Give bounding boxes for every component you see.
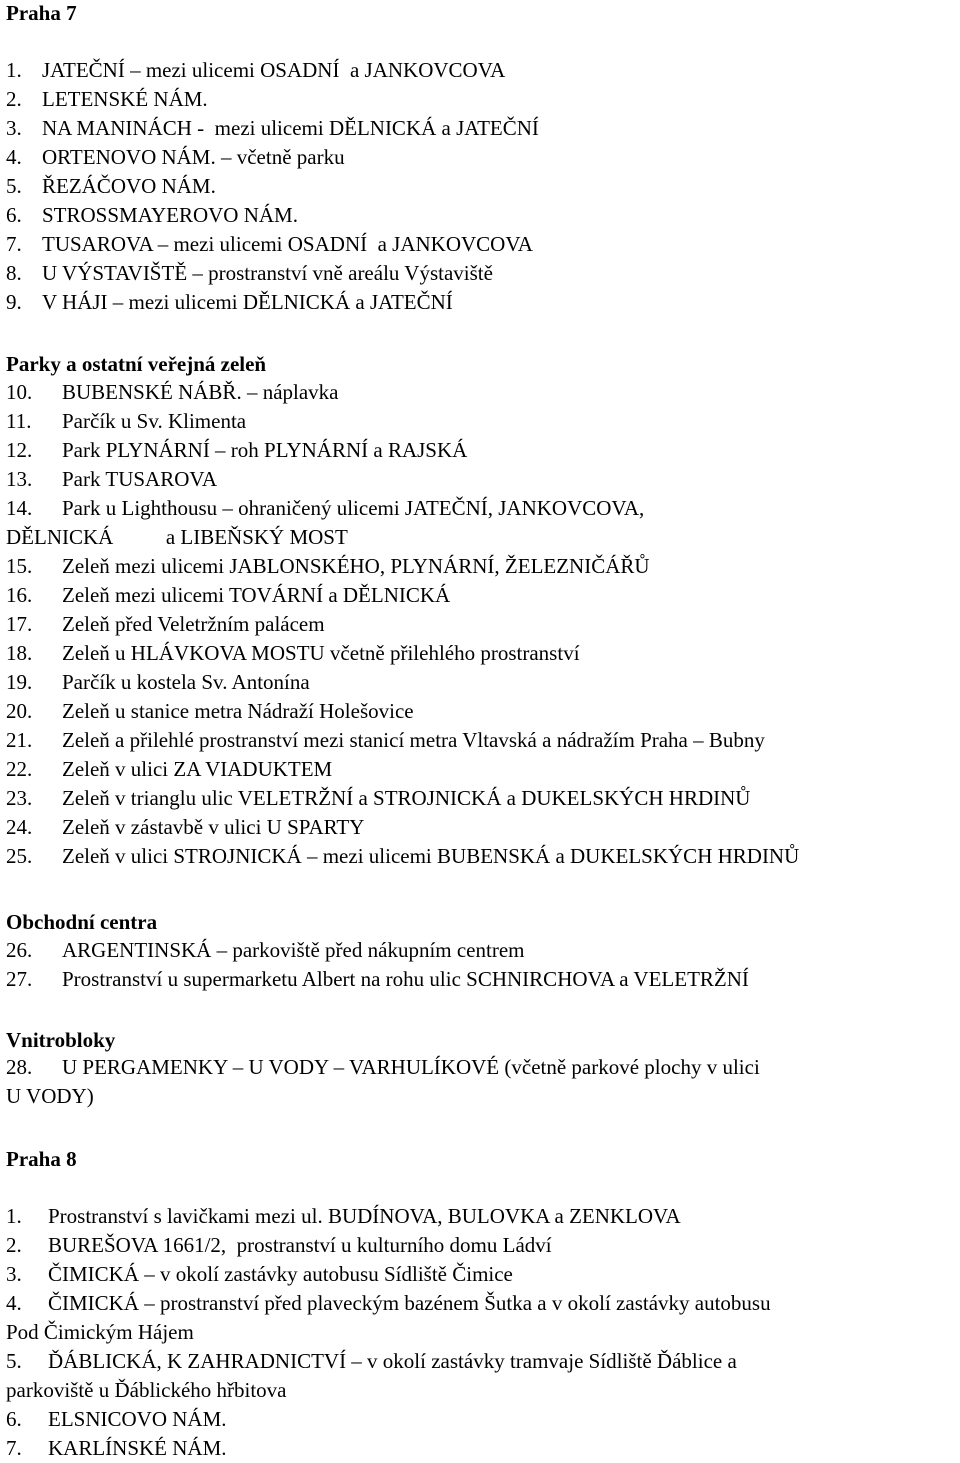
list-item-text-continued: DĚLNICKÁ a LIBEŇSKÝ MOST	[6, 525, 348, 549]
list-item-number: 15.	[6, 554, 33, 578]
list-item-text: U VÝSTAVIŠTĚ – prostranství vně areálu Výstaviště	[42, 261, 493, 285]
section-heading: Parky a ostatní veřejná zeleň	[6, 352, 267, 376]
list-item-text: ARGENTINSKÁ – parkoviště před nákupním centrem	[62, 938, 525, 962]
list-item-number: 26.	[6, 938, 33, 962]
list-item-text: Zeleň u HLÁVKOVA MOSTU včetně přilehlého prostranství	[62, 641, 580, 665]
list-item-continuation	[6, 1082, 954, 1111]
list-item-number: 22.	[6, 757, 33, 781]
list-item-number: 25.	[6, 844, 33, 868]
list-item-text: Park PLYNÁRNÍ – roh PLYNÁRNÍ a RAJSKÁ	[62, 438, 468, 462]
list-item-number: 27.	[6, 967, 33, 991]
list-item	[6, 755, 954, 784]
list-item-number: 2.	[6, 87, 22, 111]
list-item-text: Park TUSAROVA	[62, 467, 217, 491]
list-item	[6, 85, 954, 114]
list-item-text-continued: Pod Čimickým Hájem	[6, 1320, 194, 1344]
list-item	[6, 726, 954, 755]
list-item-number: 13.	[6, 467, 33, 491]
list-item-number: 21.	[6, 728, 33, 752]
list-item-number: 1.	[6, 1204, 22, 1228]
list-item	[6, 1289, 954, 1318]
list-item-number: 7.	[6, 1436, 22, 1460]
list-item	[6, 172, 954, 201]
list-item	[6, 1260, 954, 1289]
section-heading: Praha 8	[6, 1147, 77, 1171]
list-item	[6, 610, 954, 639]
list-item-number: 5.	[6, 1349, 22, 1373]
list-item-number: 3.	[6, 1262, 22, 1286]
list-item	[6, 436, 954, 465]
list-item-number: 28.	[6, 1055, 33, 1079]
list-item	[6, 201, 954, 230]
list-item-text: BUBENSKÉ NÁBŘ. – náplavka	[62, 380, 339, 404]
list-item-text: V HÁJI – mezi ulicemi DĚLNICKÁ a JATEČNÍ	[42, 290, 453, 314]
list-item	[6, 1434, 954, 1463]
list-item-text: LETENSKÉ NÁM.	[42, 87, 208, 111]
list-item-text: Park u Lighthousu – ohraničený ulicemi JATEČNÍ, JANKOVCOVA,	[62, 496, 645, 520]
list-item	[6, 552, 954, 581]
list-item-number: 23.	[6, 786, 33, 810]
list-item-text: Zeleň v trianglu ulic VELETRŽNÍ a STROJNICKÁ a DUKELSKÝCH HRDINŮ	[62, 786, 751, 810]
list-item-number: 3.	[6, 116, 22, 140]
list-item	[6, 230, 954, 259]
list-item-continuation	[6, 523, 954, 552]
list-item	[6, 697, 954, 726]
list-item-number: 1.	[6, 58, 22, 82]
list-item-number: 4.	[6, 1291, 22, 1315]
list-item	[6, 639, 954, 668]
list-item-text: STROSSMAYEROVO NÁM.	[42, 203, 298, 227]
list-item-number: 12.	[6, 438, 33, 462]
list-item-text: U PERGAMENKY – U VODY – VARHULÍKOVÉ (včetně parkové plochy v ulici	[62, 1055, 760, 1079]
list-item	[6, 668, 954, 697]
list-item	[6, 581, 954, 610]
list-item-number: 11.	[6, 409, 32, 433]
list-item-number: 6.	[6, 203, 22, 227]
list-item-text: BUREŠOVA 1661/2, prostranství u kulturního domu Ládví	[48, 1233, 552, 1257]
list-item-text: NA MANINÁCH - mezi ulicemi DĚLNICKÁ a JATEČNÍ	[42, 116, 539, 140]
list-item-text: JATEČNÍ – mezi ulicemi OSADNÍ a JANKOVCOVA	[42, 58, 506, 82]
list-item-number: 24.	[6, 815, 33, 839]
list-item-text: Zeleň u stanice metra Nádraží Holešovice	[62, 699, 414, 723]
list-item-text-continued: parkoviště u Ďáblického hřbitova	[6, 1378, 287, 1402]
list-item-continuation	[6, 1318, 954, 1347]
list-item	[6, 407, 954, 436]
list-item	[6, 494, 954, 523]
list-item-number: 6.	[6, 1407, 22, 1431]
list-item-text: Parčík u Sv. Klimenta	[62, 409, 247, 433]
list-item-number: 9.	[6, 290, 22, 314]
list-item-number: 4.	[6, 145, 22, 169]
list-item-text: ČIMICKÁ – v okolí zastávky autobusu Sídliště Čimice	[48, 1262, 513, 1286]
list-item	[6, 56, 954, 85]
list-item-continuation	[6, 1376, 954, 1405]
list-item	[6, 813, 954, 842]
list-item-text: Zeleň před Veletržním palácem	[62, 612, 325, 636]
list-item-text: Zeleň a přilehlé prostranství mezi stanicí metra Vltavská a nádražím Praha – Bubny	[62, 728, 765, 752]
list-item	[6, 965, 954, 994]
list-item	[6, 114, 954, 143]
list-item	[6, 1405, 954, 1434]
list-item-number: 20.	[6, 699, 33, 723]
list-item-text: Zeleň v ulici ZA VIADUKTEM	[62, 757, 333, 781]
list-item-text: ČIMICKÁ – prostranství před plaveckým bazénem Šutka a v okolí zastávky autobusu	[48, 1291, 771, 1315]
list-item-text: ORTENOVO NÁM. – včetně parku	[42, 145, 345, 169]
list-item-text: TUSAROVA – mezi ulicemi OSADNÍ a JANKOVCOVA	[42, 232, 533, 256]
list-item-text: ĎÁBLICKÁ, K ZAHRADNICTVÍ – v okolí zastávky tramvaje Sídliště Ďáblice a	[48, 1349, 737, 1373]
list-item-text: Zeleň v ulici STROJNICKÁ – mezi ulicemi BUBENSKÁ a DUKELSKÝCH HRDINŮ	[62, 844, 800, 868]
list-item	[6, 1202, 954, 1231]
list-item-number: 14.	[6, 496, 33, 520]
list-item-number: 16.	[6, 583, 33, 607]
list-item	[6, 784, 954, 813]
list-item	[6, 378, 954, 407]
section-heading: Obchodní centra	[6, 910, 158, 934]
list-item	[6, 465, 954, 494]
list-item-number: 5.	[6, 174, 22, 198]
list-item-text: Parčík u kostela Sv. Antonína	[62, 670, 310, 694]
list-item	[6, 842, 954, 871]
list-item	[6, 1231, 954, 1260]
list-item-number: 8.	[6, 261, 22, 285]
list-item	[6, 936, 954, 965]
list-item-text: KARLÍNSKÉ NÁM.	[48, 1436, 227, 1460]
list-item	[6, 259, 954, 288]
list-item-text: Zeleň v zástavbě v ulici U SPARTY	[62, 815, 365, 839]
list-item-text: Zeleň mezi ulicemi JABLONSKÉHO, PLYNÁRNÍ, ŽELEZNIČÁŘŮ	[62, 554, 650, 578]
list-item-number: 18.	[6, 641, 33, 665]
list-item-number: 10.	[6, 380, 33, 404]
section-heading: Vnitrobloky	[6, 1028, 116, 1052]
list-item-number: 17.	[6, 612, 33, 636]
list-item-number: 2.	[6, 1233, 22, 1257]
list-item	[6, 1347, 954, 1376]
list-item-text: Prostranství s lavičkami mezi ul. BUDÍNOVA, BULOVKA a ZENKLOVA	[48, 1204, 681, 1228]
list-item-text-continued: U VODY)	[6, 1084, 94, 1108]
list-item-text: Zeleň mezi ulicemi TOVÁRNÍ a DĚLNICKÁ	[62, 583, 451, 607]
list-item-text: ELSNICOVO NÁM.	[48, 1407, 227, 1431]
list-item-text: ŘEZÁČOVO NÁM.	[42, 174, 216, 198]
list-item	[6, 1053, 954, 1082]
list-item	[6, 288, 954, 317]
list-item-number: 19.	[6, 670, 33, 694]
section-heading: Praha 7	[6, 1, 77, 25]
list-item	[6, 143, 954, 172]
list-item-number: 7.	[6, 232, 22, 256]
list-item-text: Prostranství u supermarketu Albert na rohu ulic SCHNIRCHOVA a VELETRŽNÍ	[62, 967, 749, 991]
